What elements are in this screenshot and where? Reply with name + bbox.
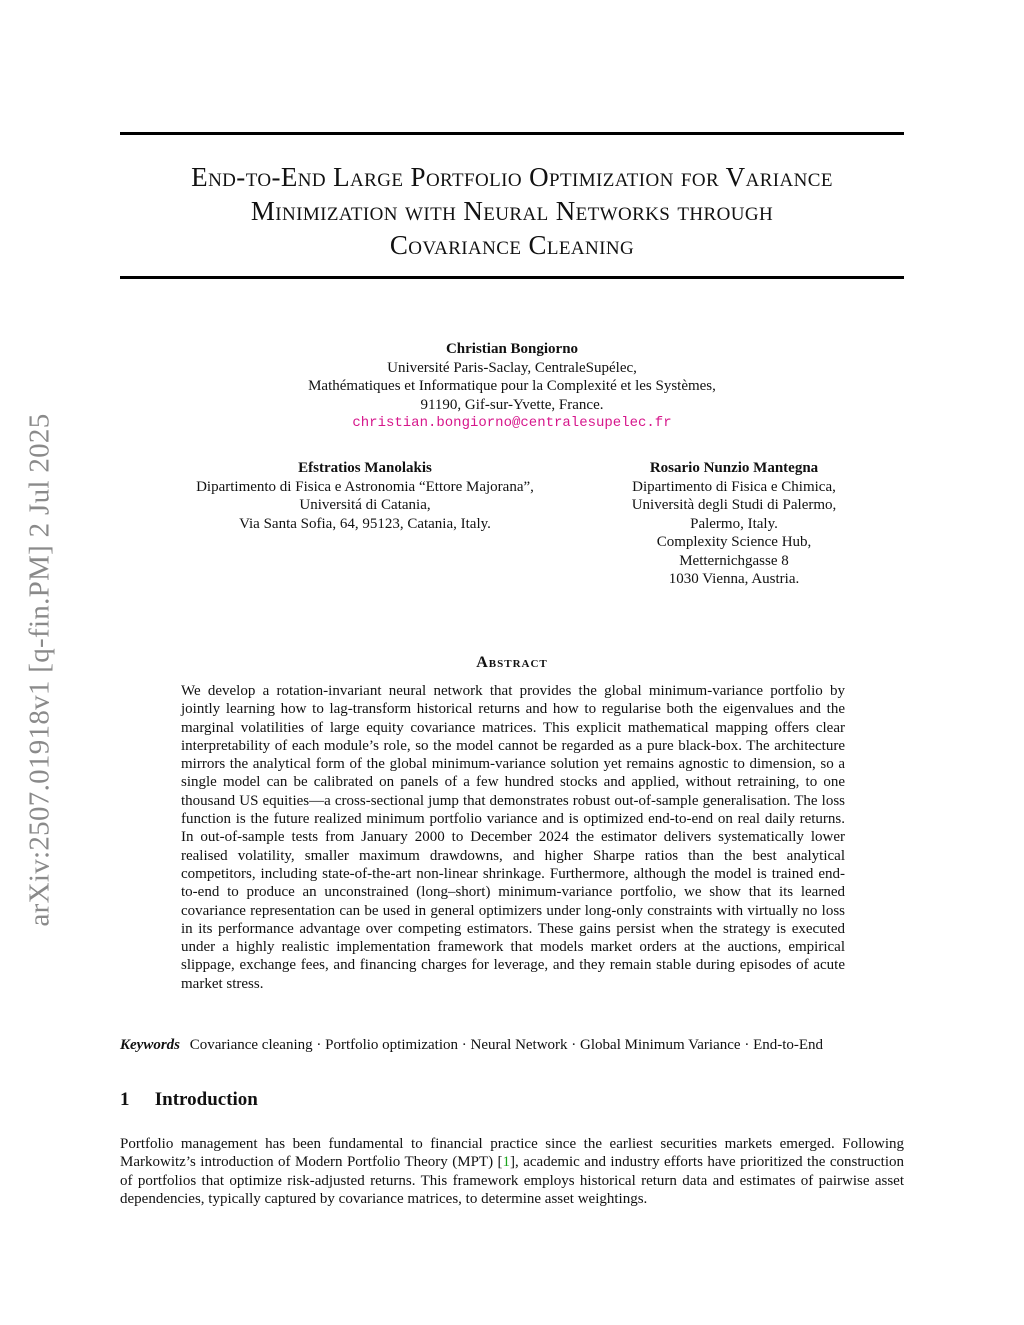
author-affiliation-line: Complexity Science Hub, [656, 534, 812, 550]
abstract-body [181, 682, 845, 993]
author-affiliation-line: Metternichgasse 8 [679, 552, 789, 569]
author-name: Efstratios Manolakis [298, 460, 432, 476]
arxiv-identifier: arXiv:2507.01918v1 [q-fin.PM] 2 Jul 2025 [23, 413, 56, 927]
title-line: End-to-End Large Portfolio Optimization for Variance [191, 162, 833, 192]
title-line: Minimization with Neural Networks through [250, 196, 774, 226]
author-name: Rosario Nunzio Mantegna [649, 460, 819, 476]
paper-title [120, 160, 904, 262]
introduction-text [120, 1135, 904, 1208]
title-top-rule [120, 132, 904, 135]
author-block-main [120, 340, 904, 433]
author-affiliation-line: Dipartimento di Fisica e Astronomia “Ettore Majorana”, [196, 478, 534, 495]
keywords-line [120, 1037, 920, 1054]
author-affiliation-line: 1030 Vienna, Austria. [668, 571, 800, 587]
author-affiliation-line: Università degli Studi di Palermo, [631, 497, 837, 513]
keywords-label: Keywords [120, 1037, 180, 1053]
intro-text-part: Portfolio management has been fundamental to financial practice since the earliest securities markets emerged. Following Markowitz’s introduction of Modern Portfolio Theory (MPT) [ [120, 1136, 904, 1171]
author-name: Christian Bongiorno [445, 341, 579, 357]
title-line: Covariance Cleaning [389, 230, 635, 260]
author-affiliation-line: Mathématiques et Informatique pour la Complexité et les Systèmes, [308, 378, 716, 394]
section-title: Introduction [154, 1089, 258, 1110]
author-block-left [165, 459, 565, 533]
intro-text-part: ], academic and industry efforts have prioritized the construction of portfolios that optimize risk-adjusted returns. This framework employs historical return data and estimates of pairwise asset dependencies, typically captured by covariance matrices, to determine asset weightings. [120, 1154, 904, 1207]
author-affiliation-line: Universitá di Catania, [299, 497, 431, 513]
author-affiliation-line: Université Paris-Saclay, CentraleSupélec, [387, 359, 637, 376]
abstract-heading: Abstract [476, 654, 548, 671]
section-heading-introduction [120, 1089, 258, 1111]
author-affiliation-line: Dipartimento di Fisica e Chimica, [632, 478, 836, 495]
author-email-link[interactable]: christian.bongiorno@centralesupelec.fr [352, 415, 672, 431]
introduction-paragraph [120, 1135, 904, 1208]
section-number: 1 [120, 1089, 130, 1110]
abstract-text: We develop a rotation-invariant neural network that provides the global minimum-variance portfolio by jointly learning how to lag-transform historical returns and how to regularise both the eigenvalues and the marginal volatilities of large equity covariance matrices. This explicit mathematical mapping offers clear interpretability of each module’s role, so the model cannot be regarded as a pure black-box. The architecture mirrors the analytical form of the global minimum-variance solution yet remains agnostic to dimension, so a single model can be calibrated on panels of a few hundred stocks and applied, without retraining, to one thousand US equities—a cross-sectional jump that demonstrates robust out-of-sample generalisation. The loss function is the future realized minimum portfolio variance and is optimized end-to-end on real daily returns. In out-of-sample tests from January 2000 to December 2024 the estimator delivers systematically lower realised volatility, smaller maximum drawdowns, and higher Sharpe ratios than the best analytical competitors, including state-of-the-art non-linear shrinkage. Furthermore, although the model is trained end-to-end to produce an unconstrained (long–short) minimum-variance portfolio, we show that its learned covariance representation can be used in general optimizers under long-only constraints with virtually no loss in its performance advantage over competing estimators. These gains persist when the strategy is executed under a highly realistic implementation framework that models market orders at the auctions, empirical slippage, exchange fees, and financing charges for leverage, and they remain stable during episodes of acute market stress. [181, 683, 845, 992]
citation-link[interactable]: 1 [502, 1154, 511, 1171]
author-affiliation-line: 91190, Gif-sur-Yvette, France. [420, 396, 604, 413]
keywords-text: Covariance cleaning · Portfolio optimization · Neural Network · Global Minimum Variance · End-to-End [189, 1037, 824, 1053]
author-affiliation-line: Via Santa Sofia, 64, 95123, Catania, Italy. [239, 515, 491, 532]
author-affiliation-line: Palermo, Italy. [690, 515, 778, 532]
author-block-right [600, 459, 868, 589]
title-bottom-rule [120, 276, 904, 279]
